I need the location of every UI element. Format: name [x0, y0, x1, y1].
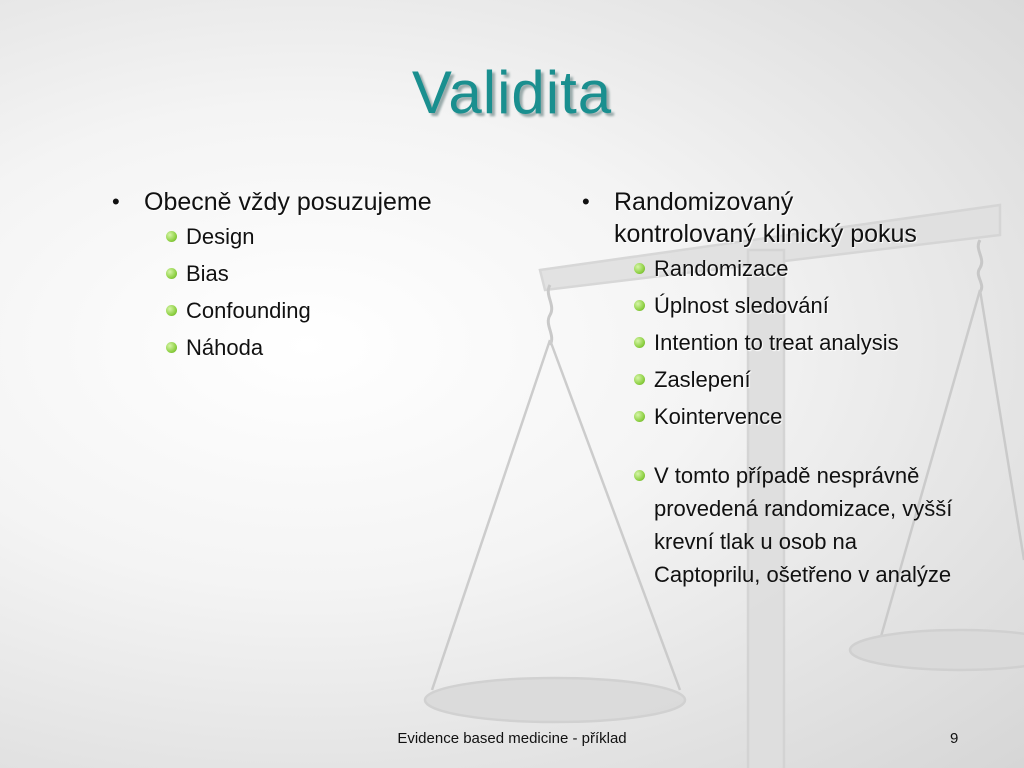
left-heading-item — [112, 186, 512, 218]
footer-text: Evidence based medicine - příklad — [397, 730, 627, 747]
list-item: Úplnost sledování — [634, 287, 982, 324]
list-item: Confounding — [166, 292, 512, 329]
list-item: Intention to treat analysis — [634, 324, 982, 361]
green-bullet-icon — [634, 411, 645, 422]
note-text: V tomto případě nesprávně provedená randomizace, vyšší krevní tlak u osob na Captoprilu, ošetřeno v analýze — [654, 463, 953, 587]
green-bullet-icon — [166, 342, 177, 353]
note-item — [634, 459, 982, 591]
list-item: Kointervence — [634, 398, 982, 435]
green-bullet-icon — [634, 374, 645, 385]
left-heading: Obecně vždy posuzujeme — [144, 188, 432, 216]
green-bullet-icon — [166, 305, 177, 316]
green-bullet-icon — [634, 300, 645, 311]
left-column — [112, 186, 512, 366]
bullet-dot-icon: • — [582, 189, 590, 214]
green-bullet-icon — [166, 231, 177, 242]
green-bullet-icon — [166, 268, 177, 279]
list-item: Náhoda — [166, 329, 512, 366]
bullet-dot-icon: • — [112, 189, 120, 214]
green-bullet-icon — [634, 470, 645, 481]
list-item: Design — [166, 218, 512, 255]
right-column — [582, 186, 982, 591]
list-item: Randomizace — [634, 250, 982, 287]
list-item: Zaslepení — [634, 361, 982, 398]
green-bullet-icon — [634, 263, 645, 274]
slide-title: Validita — [411, 59, 613, 126]
green-bullet-icon — [634, 337, 645, 348]
page-number: 9 — [950, 730, 959, 747]
right-heading-item — [582, 186, 982, 250]
list-item: Bias — [166, 255, 512, 292]
right-heading: Randomizovaný kontrolovaný klinický pokus — [614, 188, 917, 248]
